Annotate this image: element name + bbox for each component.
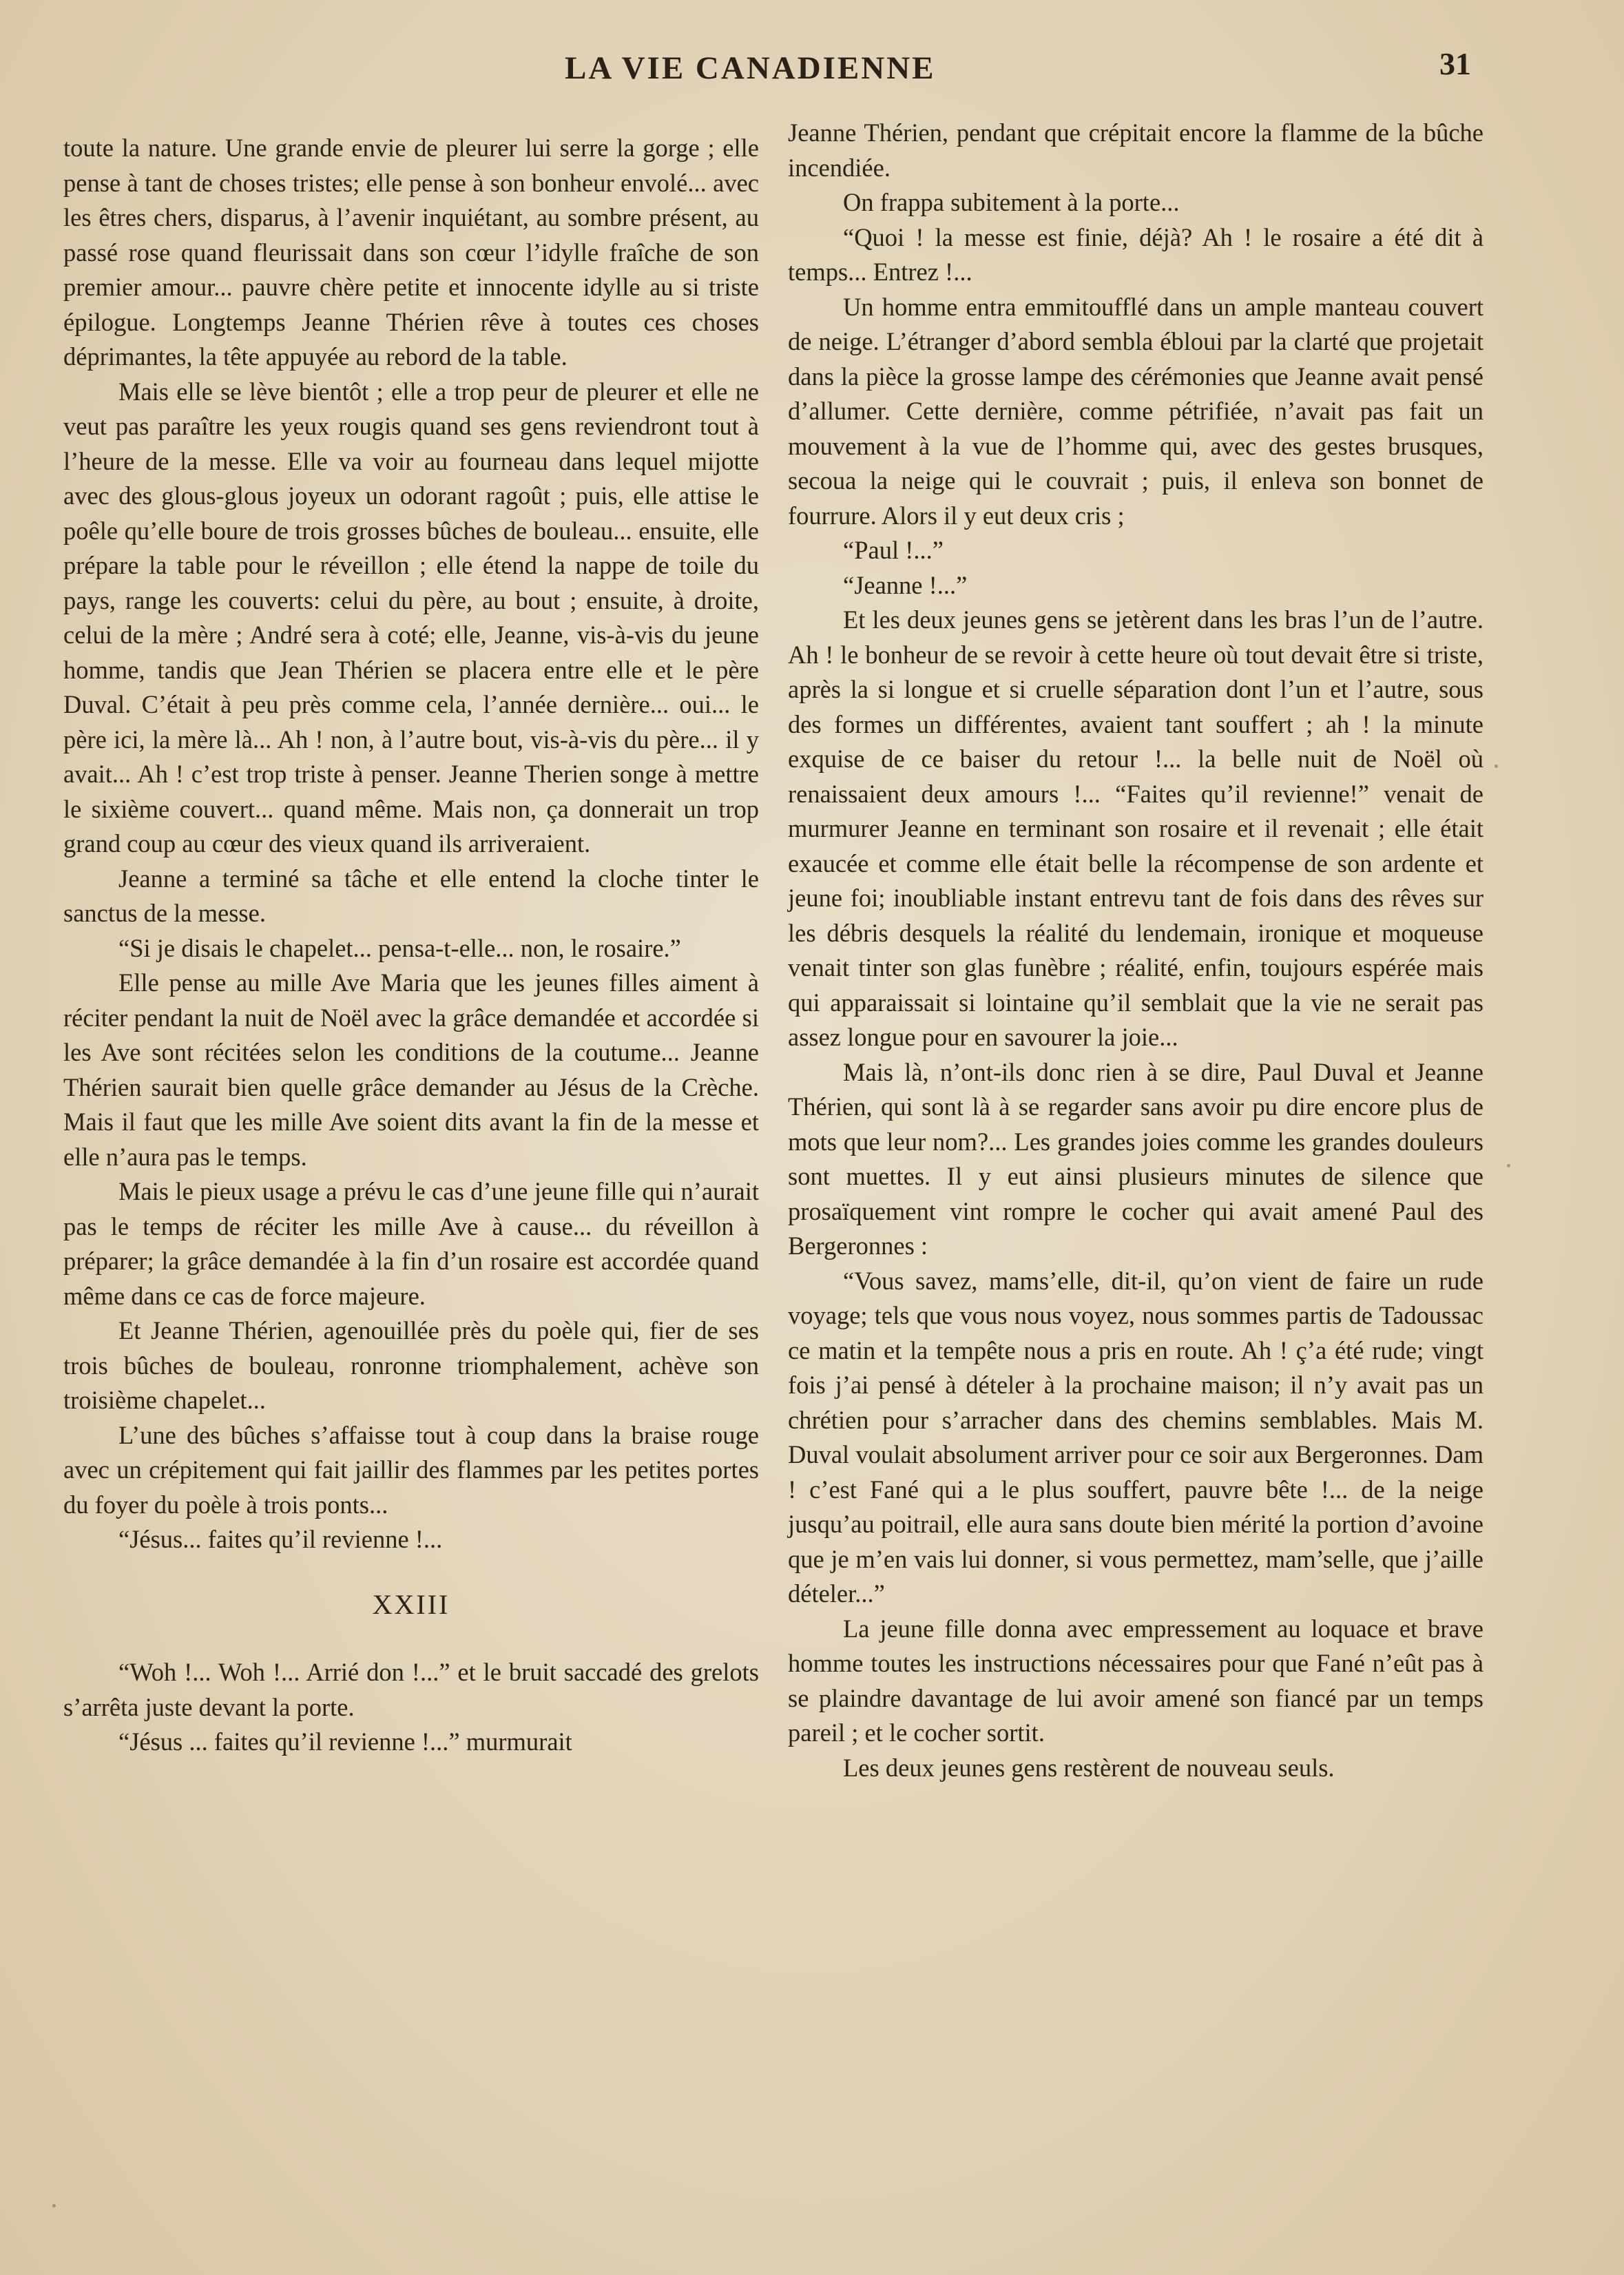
- paragraph: “Vous savez, mams’elle, dit-il, qu’on vient de faire un rude voyage; tels que vous nous voyez, nous sommes partis de Tadoussac ce matin et la tempête nous a pris en route. Ah ! ç’a été rude; vingt fois j’ai pensé à dételer à la prochaine maison; il n’y avait pas un chrétien pour s’arracher dans des chemins semblables. Mais M. Duval voulait absolument arriver pour ce soir aux Bergeronnes. Dam ! c’est Fané qui a le plus souffert, pauvre bête !... de la neige jusqu’au poitrail, elle aura sans doute bien mérité la portion d’avoine que je m’en vais lui donner, si vous permettez, mam’selle, que j’aille dételer...”: [788, 1266, 1484, 1608]
- paragraph: Jeanne a terminé sa tâche et elle entend la cloche tinter le sanctus de la messe.: [63, 864, 759, 927]
- paragraph: toute la nature. Une grande envie de pleurer lui serre la gorge ; elle pense à tant de choses tristes; elle pense à son bonheur envolé... avec les êtres chers, disparus, à l’avenir inquiétant, au sombre présent, au passé rose quand fleurissait dans son cœur l’idylle fraîche de son premier amour... pauvre chère petite et innocente idylle au si triste épilogue. Longtemps Jeanne Thérien rêve à toutes ces choses déprimantes, la tête appuyée au rebord de la table.: [63, 134, 759, 371]
- paragraph: “Woh !... Woh !... Arrié don !...” et le bruit saccadé des grelots s’arrêta juste devant la porte.: [63, 1658, 759, 1721]
- paragraph: Un homme entra emmitoufflé dans un ample manteau couvert de neige. L’étranger d’abord sembla ébloui par la clarté que projetait dans la pièce la grosse lampe des cérémonies que Jeanne avait pensé d’allumer. Cette dernière, comme pétrifiée, n’avait pas fait un mouvement à la vue de l’homme qui, avec des gestes brusques, secoua la neige qui le couvrait ; puis, il enleva son bonnet de fourrure. Alors il y eut deux cris ;: [788, 292, 1484, 530]
- paragraph: “Jésus... faites qu’il revienne !...: [118, 1525, 443, 1553]
- paragraph: Mais elle se lève bientôt ; elle a trop peur de pleurer et elle ne veut pas paraître les yeux rougis quand ses gens reviendront tout à l’heure de la messe. Elle va voir au fourneau dans lequel mijotte avec des glous-glous joyeux un odorant ragoût ; puis, elle attise le poêle qu’elle boure de trois grosses bûches de bouleau... ensuite, elle prépare la table pour le réveillon ; elle étend la nappe de toile du pays, range les couverts: celui du père, au bout ; ensuite, à droite, celui de la mère ; André sera à coté; elle, Jeanne, vis-à-vis du jeune homme, tandis que Jean Thérien se placera entre elle et le père Duval. C’était à peu près comme cela, l’année dernière... oui... le père ici, la mère là... Ah ! non, à l’autre bout, vis-à-vis du père... il y avait... Ah ! c’est trop triste à penser. Jeanne Therien songe à mettre le sixième couvert... quand même. Mais non, ça donnerait un trop grand coup au cœur des vieux quand ils arriveraient.: [63, 377, 759, 858]
- paper-speck: [52, 2204, 56, 2208]
- paragraph: La jeune fille donna avec empressement au loquace et brave homme toutes les instructions nécessaires pour que Fané n’eût pas à se plaindre davantage de lui avoir amené son fiancé par un temps pareil ; et le cocher sortit.: [788, 1614, 1484, 1747]
- paragraph: “Jeanne !...”: [843, 570, 968, 599]
- paper-speck: [1495, 765, 1498, 768]
- paragraph: “Quoi ! la messe est finie, déjà? Ah ! le rosaire a été dit à temps... Entrez !...: [788, 222, 1484, 286]
- page-number: 31: [1439, 46, 1471, 81]
- paragraph: L’une des bûches s’affaisse tout à coup dans la braise rouge avec un crépitement qui fait jaillir des flammes par les petites portes du foyer du poèle à trois ponts...: [63, 1420, 759, 1519]
- journal-title: LA VIE CANADIENNE: [565, 50, 936, 86]
- paper-speck: [1507, 1164, 1510, 1167]
- paragraph: Elle pense au mille Ave Maria que les jeunes filles aiment à réciter pendant la nuit de Noël avec la grâce demandée et accordée si les Ave sont récitées selon les conditions de la coutume... Jeanne Thérien saurait bien quelle grâce demander au Jésus de la Crèche. Mais il faut que les mille Ave soient dits avant la fin de la messe et elle n’aura pas le temps.: [63, 968, 759, 1171]
- paragraph: “Si je disais le chapelet... pensa-t-elle... non, le rosaire.”: [118, 933, 681, 962]
- chapter-heading: XXIII: [372, 1588, 450, 1620]
- running-head: [0, 43, 1624, 98]
- paragraph: Mais le pieux usage a prévu le cas d’une jeune fille qui n’aurait pas le temps de réciter les mille Ave à cause... du réveillon à préparer; la grâce demandée à la fin d’un rosaire est accordée quand même dans ce cas de force majeure.: [63, 1177, 759, 1310]
- paragraph: Les deux jeunes gens restèrent de nouveau seuls.: [843, 1753, 1335, 1782]
- paragraph: Jeanne Thérien, pendant que crépitait encore la flamme de la bûche incendiée.: [788, 118, 1484, 182]
- paragraph: “Paul !...”: [843, 536, 944, 564]
- left-column: [63, 131, 759, 1760]
- paragraph: Mais là, n’ont-ils donc rien à se dire, Paul Duval et Jeanne Thérien, qui sont là à se regarder sans avoir pu dire encore plus de mots que leur nom?... Les grandes joies comme les grandes douleurs sont muettes. Il y eut ainsi plusieurs minutes de silence que prosaïquement vint rompre le cocher qui avait amené Paul des Bergeronnes :: [788, 1057, 1484, 1260]
- paragraph: Et Jeanne Thérien, agenouillée près du poèle qui, fier de ses trois bûches de bouleau, ronronne triomphalement, achève son troisième chapelet...: [63, 1316, 759, 1414]
- right-column: [788, 116, 1484, 1785]
- paragraph: On frappa subitement à la porte...: [843, 188, 1180, 216]
- paragraph: Et les deux jeunes gens se jetèrent dans les bras l’un de l’autre. Ah ! le bonheur de se revoir à cette heure où tout devait être si triste, après la si longue et si cruelle séparation dont l’un et l’autre, sous des formes un différentes, avaient tant souffert ; ah ! la minute exquise de ce baiser du retour !... la belle nuit de Noël où renaissaient deux amours !... “Faites qu’il revienne!” venait de murmurer Jeanne en terminant son rosaire et il revenait ; elle était exaucée et comme elle était belle la récompense de son ardente et jeune foi; inoubliable instant entrevu tant de fois dans des rêves sur les débris desquels la réalité du lendemain, ironique et moqueuse venait tinter son glas funèbre ; réalité, enfin, toujours espérée mais qui apparaissait si lointaine qu’il semblait que la vie ne serait pas assez longue pour en savourer la joie...: [788, 605, 1484, 1051]
- paragraph: “Jésus ... faites qu’il revienne !...” murmurait: [118, 1727, 572, 1756]
